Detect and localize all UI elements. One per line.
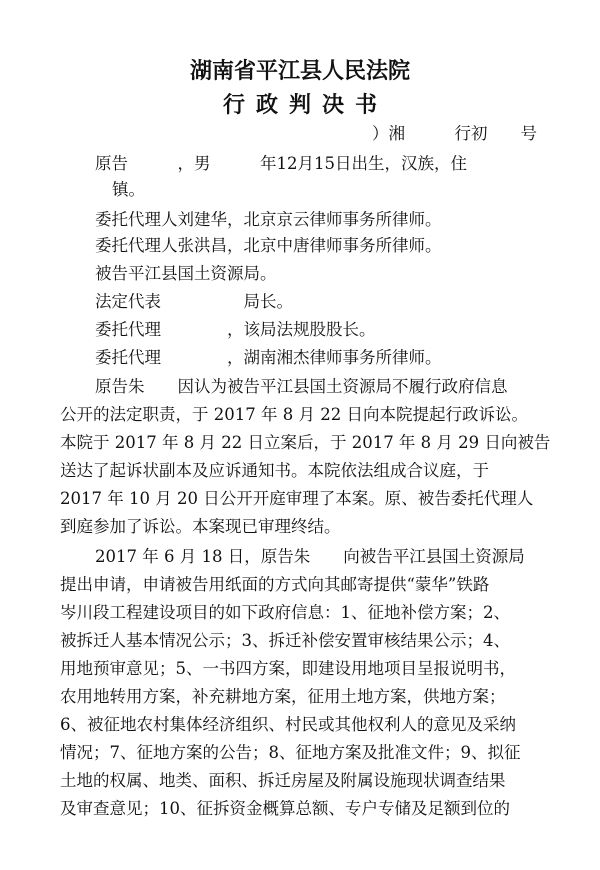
text-line: 岑川段工程建设项目的如下政府信息：1、征地补偿方案；2、 [60,603,510,622]
text-line: 6、被征地农村集体经济组织、村民或其他权利人的意见及采纳 [60,715,516,734]
text-line: 法定代表 局长。 [95,292,293,311]
text-line: 送达了起诉状副本及应诉通知书。本院依法组成合议庭，于 [60,461,489,480]
text-line: 到庭参加了诉讼。本案现已审理终结。 [60,517,341,536]
text-line: 提出申请，申请被告用纸面的方式向其邮寄提供“蒙华”铁路 [60,575,490,594]
document-type: 行政判决书 [222,93,388,118]
text-line: 及审查意见；10、征拆资金概算总额、专户专储及足额到位的 [60,799,510,818]
case-number: ）湘 行初 号 [372,124,537,143]
text-line: 镇。 [112,180,145,199]
text-line: 本院于 2017 年 8 月 22 日立案后，于 2017 年 8 月 29 日向被告 [60,433,551,452]
text-line: 土地的权属、地类、面积、拆迁房屋及附属设施现状调查结果 [60,771,506,790]
text-line: 2017 年 6 月 18 日，原告朱 向被告平江县国土资源局 [95,547,525,566]
text-line: 委托代理 ，湖南湘杰律师事务所律师。 [95,348,442,367]
court-name: 湖南省平江县人民法院 [189,59,410,84]
text-line: 委托代理人刘建华，北京京云律师事务所律师。 [95,210,442,229]
text-line: 原告 ，男 年12月15日出生，汉族，住 [95,154,467,173]
text-line: 原告朱 因认为被告平江县国土资源局不履行政府信息 [95,377,508,396]
text-line: 委托代理人张洪昌，北京中唐律师事务所律师。 [95,236,442,255]
text-line: 农用地转用方案，补充耕地方案，征用土地方案，供地方案； [60,687,506,706]
text-line: 委托代理 ，该局法规股股长。 [95,320,376,339]
text-line: 用地预审意见；5、一书四方案，即建设用地项目呈报说明书， [60,659,516,678]
text-line: 公开的法定职责，于 2017 年 8 月 22 日向本院提起行政诉讼。 [60,405,528,424]
text-line: 被告平江县国土资源局。 [95,264,277,283]
text-line: 2017 年 10 月 20 日公开开庭审理了本案。原、被告委托代理人 [60,489,534,508]
text-line: 情况；7、征地方案的公告；8、征地方案及批准文件；9、拟征 [60,743,521,762]
text-line: 被拆迁人基本情况公示；3、拆迁补偿安置审核结果公示；4、 [60,631,510,650]
